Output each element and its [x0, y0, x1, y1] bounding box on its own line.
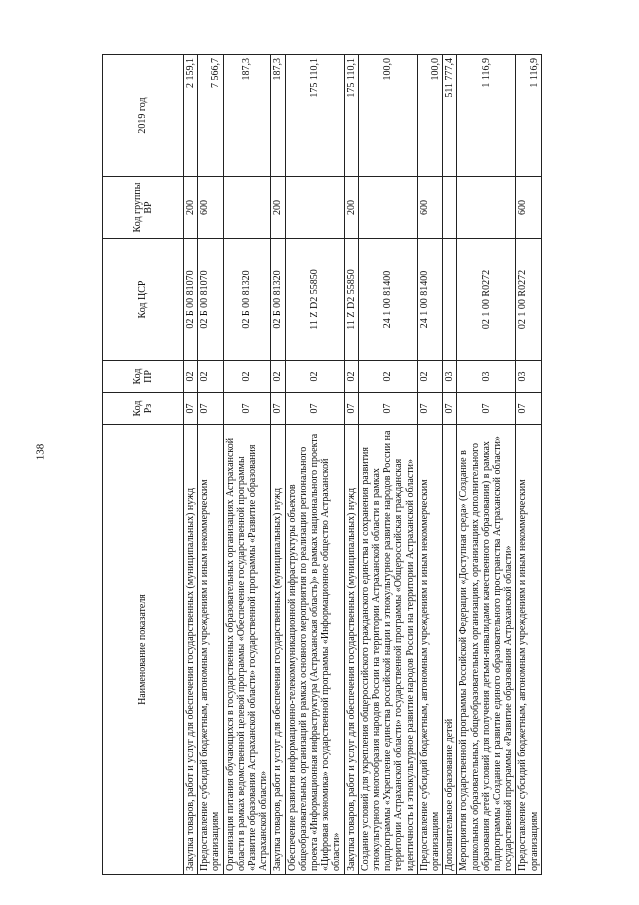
cell-rz: 07 [516, 393, 541, 425]
cell-name: Предоставление субсидий бюджетным, автономным учреждениям и иным некоммерческим организациям [198, 425, 223, 875]
cell-csr: 02 Б 00 81070 [184, 239, 198, 361]
header-vr: Код группы ВР [103, 177, 184, 239]
cell-vr: 200 [344, 177, 358, 239]
cell-csr: 02 1 00 R0272 [457, 239, 516, 361]
cell-vr [223, 177, 271, 239]
cell-2019: 2 159,1 [184, 55, 198, 177]
cell-vr: 600 [516, 177, 541, 239]
cell-rz: 07 [457, 393, 516, 425]
cell-rz: 07 [184, 393, 198, 425]
page-number: 138 [34, 443, 47, 461]
table-row [443, 55, 457, 875]
cell-vr: 600 [198, 177, 223, 239]
cell-pr: 03 [457, 361, 516, 393]
header-csr: Код ЦСР [103, 239, 184, 361]
cell-pr: 02 [271, 361, 285, 393]
cell-name: Обеспечение развития информационно-телекоммуникационной инфраструктуры объектов общеобразовательных организаций в рамках основного мероприятия по реализации регионального проекта «Информационная инфраструктура (Астраханская область)» в рамках национального проекта «Цифровая экономика» государственной программы «Информационное общество Астраханской области» [285, 425, 344, 875]
cell-vr [358, 177, 417, 239]
table-row [271, 55, 285, 875]
cell-rz: 07 [344, 393, 358, 425]
cell-2019: 1 116,9 [457, 55, 516, 177]
cell-csr [443, 239, 457, 361]
cell-pr: 02 [417, 361, 442, 393]
cell-2019: 511 777,4 [443, 55, 457, 177]
cell-name: Организация питания обучающихся в государственных образовательных организациях Астраханской области в рамках ведомственной целевой программы «Обеспечение государственной программы «Развитие образования Астраханской области» государственной программы «Развитие образования Астраханской области» [223, 425, 271, 875]
cell-csr: 02 Б 00 81320 [223, 239, 271, 361]
cell-csr: 11 Z D2 55850 [344, 239, 358, 361]
cell-rz: 07 [271, 393, 285, 425]
cell-vr: 200 [184, 177, 198, 239]
table-row [285, 55, 344, 875]
cell-vr [443, 177, 457, 239]
table-row [198, 55, 223, 875]
cell-name: Создание условий для укрепления общероссийского гражданского единства и сохранения развития этнокультурного многообразия народов России на территории Астраханской области в рамках подпрограммы «Укрепление единства российской нации и этнокультурное развитие народов России на территории Астраханской области» государственной программы «Общероссийская гражданская идентичность и этнокультурное развитие народов России на территории Астраханской области» [358, 425, 417, 875]
header-rz: Код Рз [103, 393, 184, 425]
cell-csr: 11 Z D2 55850 [285, 239, 344, 361]
header-name: Наименование показателя [103, 425, 184, 875]
cell-csr: 24 1 00 81400 [417, 239, 442, 361]
cell-2019: 175 110,1 [285, 55, 344, 177]
cell-rz: 07 [285, 393, 344, 425]
cell-name: Дополнительное образование детей [443, 425, 457, 875]
cell-rz: 07 [417, 393, 442, 425]
cell-2019: 175 110,1 [344, 55, 358, 177]
cell-2019: 100,0 [358, 55, 417, 177]
cell-rz: 07 [198, 393, 223, 425]
cell-pr: 02 [344, 361, 358, 393]
cell-name: Мероприятия государственной программы Российской Федерации «Доступная среда» (Создание в дошкольных образовательных, общеобразовательных организациях, организациях дополнительного образования детей условий для получения детьми-инвалидами качественного образования) в рамках подпрограммы «Создание и развитие единого образовательного пространства Астраханской области» государственной программы «Развитие образования Астраханской области» [457, 425, 516, 875]
cell-pr: 02 [198, 361, 223, 393]
table-header-row [103, 55, 184, 875]
cell-name: Закупка товаров, работ и услуг для обеспечения государственных (муниципальных) нужд [271, 425, 285, 875]
table-row [184, 55, 198, 875]
cell-vr: 200 [271, 177, 285, 239]
cell-vr: 600 [417, 177, 442, 239]
cell-pr: 03 [516, 361, 541, 393]
table-row [223, 55, 271, 875]
cell-csr: 02 Б 00 81320 [271, 239, 285, 361]
cell-rz: 07 [443, 393, 457, 425]
cell-2019: 1 116,9 [516, 55, 541, 177]
cell-pr: 02 [285, 361, 344, 393]
cell-vr [285, 177, 344, 239]
cell-rz: 07 [223, 393, 271, 425]
cell-pr: 03 [443, 361, 457, 393]
cell-2019: 187,3 [271, 55, 285, 177]
cell-csr: 02 1 00 R0272 [516, 239, 541, 361]
table-row [417, 55, 442, 875]
table-row [457, 55, 516, 875]
table-row [516, 55, 541, 875]
table-row [358, 55, 417, 875]
cell-csr: 02 Б 00 81070 [198, 239, 223, 361]
cell-vr [457, 177, 516, 239]
cell-2019: 187,3 [223, 55, 271, 177]
table-row [344, 55, 358, 875]
cell-csr: 24 1 00 81400 [358, 239, 417, 361]
cell-rz: 07 [358, 393, 417, 425]
budget-table [102, 54, 542, 875]
cell-pr: 02 [184, 361, 198, 393]
cell-name: Предоставление субсидий бюджетным, автономным учреждениям и иным некоммерческим организациям [417, 425, 442, 875]
header-pr: Код ПР [103, 361, 184, 393]
cell-2019: 7 566,7 [198, 55, 223, 177]
header-2019: 2019 год [103, 55, 184, 177]
cell-pr: 02 [223, 361, 271, 393]
cell-pr: 02 [358, 361, 417, 393]
cell-name: Закупка товаров, работ и услуг для обеспечения государственных (муниципальных) нужд [184, 425, 198, 875]
cell-name: Предоставление субсидий бюджетным, автономным учреждениям и иным некоммерческим организациям [516, 425, 541, 875]
rotated-table-container [102, 55, 598, 875]
cell-name: Закупка товаров, работ и услуг для обеспечения государственных (муниципальных) нужд [344, 425, 358, 875]
cell-2019: 100,0 [417, 55, 442, 177]
